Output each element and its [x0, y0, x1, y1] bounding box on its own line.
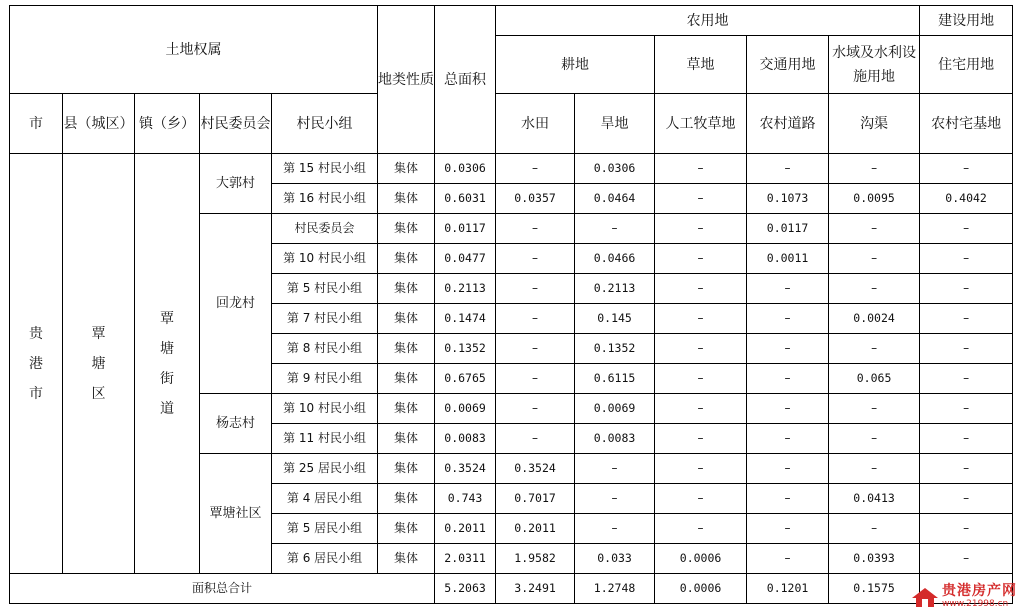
header-county: 县（城区） [63, 94, 135, 154]
cell-total-area: 0.1474 [435, 304, 496, 334]
cell-paddy: – [496, 154, 575, 184]
land-nature-cell: 集体 [378, 394, 435, 424]
total-rural-road: 0.1201 [747, 574, 829, 604]
cell-pasture: 0.0006 [655, 544, 747, 574]
land-nature-cell: 集体 [378, 424, 435, 454]
cell-pasture: – [655, 154, 747, 184]
cell-rural-road: 0.0117 [747, 214, 829, 244]
header-ownership: 土地权属 [10, 6, 378, 94]
cell-dry-land: – [575, 454, 655, 484]
header-city: 市 [10, 94, 63, 154]
land-nature-cell: 集体 [378, 334, 435, 364]
cell-ditch: – [829, 154, 920, 184]
land-nature-cell: 集体 [378, 454, 435, 484]
totals-label: 面积总合计 [10, 574, 435, 604]
cell-ditch: 0.0393 [829, 544, 920, 574]
header-grassland: 草地 [655, 36, 747, 94]
header-paddy: 水田 [496, 94, 575, 154]
cell-rural-road: – [747, 454, 829, 484]
cell-pasture: – [655, 484, 747, 514]
village-name-cell: 杨志村 [200, 394, 272, 454]
village-group-cell: 第 8 村民小组 [272, 334, 378, 364]
header-ditch: 沟渠 [829, 94, 920, 154]
village-group-cell: 第 6 居民小组 [272, 544, 378, 574]
cell-dry-land: 0.0069 [575, 394, 655, 424]
header-agri-land: 农用地 [496, 6, 920, 36]
cell-homestead: – [920, 154, 1013, 184]
land-nature-cell: 集体 [378, 304, 435, 334]
header-land-nature: 地类性质 [378, 6, 435, 154]
cell-ditch: – [829, 454, 920, 484]
county-cell-text: 覃塘区 [91, 325, 106, 402]
cell-total-area: 0.2113 [435, 274, 496, 304]
header-village-committee: 村民委员会 [200, 94, 272, 154]
town-cell-text: 覃塘街道 [160, 310, 174, 417]
land-nature-cell: 集体 [378, 154, 435, 184]
cell-pasture: – [655, 364, 747, 394]
header-town: 镇（乡） [135, 94, 200, 154]
cell-pasture: – [655, 184, 747, 214]
cell-rural-road: – [747, 514, 829, 544]
cell-total-area: 0.3524 [435, 454, 496, 484]
cell-total-area: 0.6031 [435, 184, 496, 214]
cell-total-area: 0.0306 [435, 154, 496, 184]
cell-dry-land: 0.6115 [575, 364, 655, 394]
cell-dry-land: – [575, 214, 655, 244]
watermark [910, 584, 1017, 609]
cell-paddy: 0.2011 [496, 514, 575, 544]
watermark-name: 贵港房产网 [942, 583, 1017, 599]
cell-rural-road: – [747, 274, 829, 304]
cell-pasture: – [655, 304, 747, 334]
header-homestead: 农村宅基地 [920, 94, 1013, 154]
total-paddy: 3.2491 [496, 574, 575, 604]
cell-rural-road: 0.0011 [747, 244, 829, 274]
header-dry-land: 旱地 [575, 94, 655, 154]
cell-homestead: – [920, 454, 1013, 484]
land-nature-cell: 集体 [378, 484, 435, 514]
header-artificial-pasture: 人工牧草地 [655, 94, 747, 154]
total-ditch: 0.1575 [829, 574, 920, 604]
land-nature-cell: 集体 [378, 274, 435, 304]
village-group-cell: 村民委员会 [272, 214, 378, 244]
cell-rural-road: – [747, 424, 829, 454]
cell-ditch: – [829, 244, 920, 274]
cell-rural-road: – [747, 334, 829, 364]
cell-paddy: – [496, 214, 575, 244]
cell-homestead: – [920, 274, 1013, 304]
house-logo-icon [910, 586, 940, 608]
cell-rural-road: – [747, 154, 829, 184]
cell-pasture: – [655, 424, 747, 454]
cell-total-area: 0.2011 [435, 514, 496, 544]
cell-dry-land: – [575, 484, 655, 514]
land-nature-cell: 集体 [378, 214, 435, 244]
cell-homestead: – [920, 214, 1013, 244]
village-group-cell: 第 25 居民小组 [272, 454, 378, 484]
cell-dry-land: 0.033 [575, 544, 655, 574]
header-residential-land: 住宅用地 [920, 36, 1013, 94]
cell-rural-road: – [747, 304, 829, 334]
cell-pasture: – [655, 214, 747, 244]
header-water-land: 水域及水利设施用地 [829, 36, 920, 94]
cell-rural-road: 0.1073 [747, 184, 829, 214]
cell-ditch: – [829, 514, 920, 544]
header-rural-road: 农村道路 [747, 94, 829, 154]
village-group-cell: 第 5 村民小组 [272, 274, 378, 304]
cell-pasture: – [655, 454, 747, 484]
cell-dry-land: 0.2113 [575, 274, 655, 304]
village-name-cell: 覃塘社区 [200, 454, 272, 574]
table-row [10, 154, 1013, 184]
cell-paddy: 0.0357 [496, 184, 575, 214]
cell-paddy: – [496, 274, 575, 304]
cell-homestead: – [920, 424, 1013, 454]
cell-paddy: – [496, 334, 575, 364]
cell-paddy: – [496, 394, 575, 424]
cell-dry-land: 0.1352 [575, 334, 655, 364]
cell-rural-road: – [747, 394, 829, 424]
cell-ditch: – [829, 214, 920, 244]
village-name-cell: 回龙村 [200, 214, 272, 394]
county-cell [63, 154, 135, 574]
village-group-cell: 第 5 居民小组 [272, 514, 378, 544]
cell-total-area: 0.743 [435, 484, 496, 514]
cell-rural-road: – [747, 544, 829, 574]
total-dry-land: 1.2748 [575, 574, 655, 604]
cell-dry-land: 0.0464 [575, 184, 655, 214]
land-nature-cell: 集体 [378, 364, 435, 394]
cell-pasture: – [655, 334, 747, 364]
cell-ditch: – [829, 424, 920, 454]
land-ownership-table [9, 5, 1013, 604]
cell-paddy: 1.9582 [496, 544, 575, 574]
cell-ditch: – [829, 274, 920, 304]
cell-total-area: 0.6765 [435, 364, 496, 394]
cell-dry-land: 0.145 [575, 304, 655, 334]
village-group-cell: 第 7 村民小组 [272, 304, 378, 334]
cell-paddy: – [496, 424, 575, 454]
header-total-area: 总面积 [435, 6, 496, 154]
cell-pasture: – [655, 514, 747, 544]
cell-ditch: – [829, 334, 920, 364]
cell-homestead: – [920, 394, 1013, 424]
cell-total-area: 0.0083 [435, 424, 496, 454]
cell-pasture: – [655, 244, 747, 274]
land-nature-cell: 集体 [378, 544, 435, 574]
cell-pasture: – [655, 274, 747, 304]
town-cell [135, 154, 200, 574]
cell-dry-land: – [575, 514, 655, 544]
total-total-area: 5.2063 [435, 574, 496, 604]
village-group-cell: 第 11 村民小组 [272, 424, 378, 454]
land-nature-cell: 集体 [378, 184, 435, 214]
cell-paddy: 0.3524 [496, 454, 575, 484]
cell-dry-land: 0.0306 [575, 154, 655, 184]
land-nature-cell: 集体 [378, 244, 435, 274]
cell-ditch: – [829, 394, 920, 424]
cell-dry-land: 0.0083 [575, 424, 655, 454]
cell-total-area: 2.0311 [435, 544, 496, 574]
city-cell-text: 贵港市 [29, 325, 43, 402]
land-nature-cell: 集体 [378, 514, 435, 544]
cell-rural-road: – [747, 484, 829, 514]
header-construction-land: 建设用地 [920, 6, 1013, 36]
cell-total-area: 0.1352 [435, 334, 496, 364]
cell-rural-road: – [747, 364, 829, 394]
cell-total-area: 0.0117 [435, 214, 496, 244]
header-village-group: 村民小组 [272, 94, 378, 154]
cell-homestead: – [920, 484, 1013, 514]
cell-paddy: – [496, 364, 575, 394]
cell-homestead: 0.4042 [920, 184, 1013, 214]
city-cell [10, 154, 63, 574]
village-group-cell: 第 4 居民小组 [272, 484, 378, 514]
village-group-cell: 第 15 村民小组 [272, 154, 378, 184]
cell-homestead: – [920, 304, 1013, 334]
header-transport-land: 交通用地 [747, 36, 829, 94]
cell-pasture: – [655, 394, 747, 424]
totals-row [10, 574, 1013, 604]
cell-homestead: – [920, 514, 1013, 544]
cell-homestead: – [920, 544, 1013, 574]
watermark-url: www.21998.cn [942, 599, 1009, 609]
cell-total-area: 0.0477 [435, 244, 496, 274]
cell-homestead: – [920, 334, 1013, 364]
cell-total-area: 0.0069 [435, 394, 496, 424]
village-group-cell: 第 10 村民小组 [272, 244, 378, 274]
cell-ditch: 0.0095 [829, 184, 920, 214]
cell-homestead: – [920, 364, 1013, 394]
cell-homestead: – [920, 244, 1013, 274]
village-group-cell: 第 9 村民小组 [272, 364, 378, 394]
village-name-cell: 大郭村 [200, 154, 272, 214]
total-pasture: 0.0006 [655, 574, 747, 604]
cell-dry-land: 0.0466 [575, 244, 655, 274]
cell-ditch: 0.065 [829, 364, 920, 394]
cell-ditch: 0.0024 [829, 304, 920, 334]
cell-ditch: 0.0413 [829, 484, 920, 514]
cell-paddy: – [496, 244, 575, 274]
village-group-cell: 第 10 村民小组 [272, 394, 378, 424]
village-group-cell: 第 16 村民小组 [272, 184, 378, 214]
header-cultivated: 耕地 [496, 36, 655, 94]
cell-paddy: 0.7017 [496, 484, 575, 514]
cell-paddy: – [496, 304, 575, 334]
